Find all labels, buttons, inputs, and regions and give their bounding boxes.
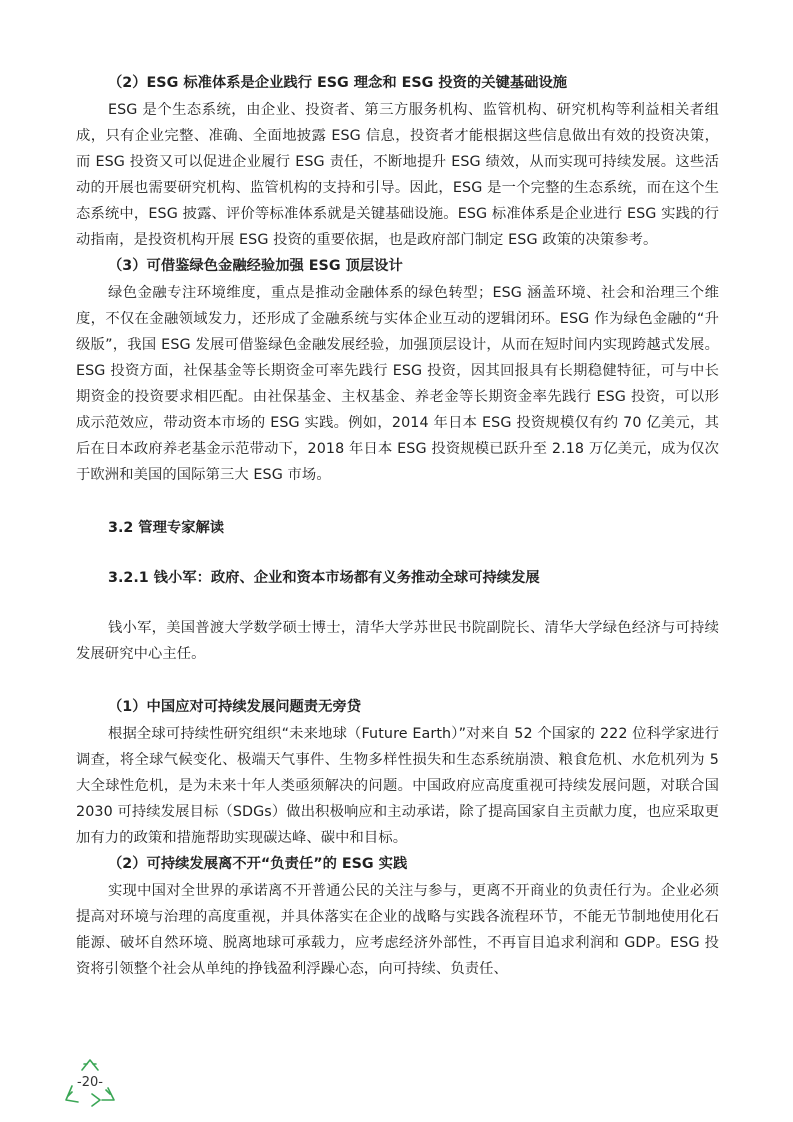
section-title-expert-interpretation: 3.2 管理专家解读	[108, 520, 225, 536]
paragraph-green-finance: 绿色金融专注环境维度，重点是推动金融体系的绿色转型；ESG 涵盖环境、社会和治理三个维度，不仅在金融领域发力，还形成了金融系统与实体企业互动的逻辑闭环。ESG 作为绿色金融的“升级版”，我国 ESG 发展可借鉴绿色金融发展经验，加强顶层设计，从而在短时间内实现跨越式发展。ESG 投资方面，社保基金等长期资金可率先践行 ESG 投资，因其回报具有长期稳健特征，可与中长期资金的投资要求相匹配。由社保基金、主权基金、养老金等长期资金率先践行 ESG 投资，可以形成示范效应，带动资本市场的 ESG 实践。例如，2014 年日本 ESG 投资规模仅有约 70 亿美元，其后在日本政府养老基金示范带动下，2018 年日本 ESG 投资规模已跃升至 2.18 万亿美元，成为仅次于欧洲和美国的国际第三大 ESG 市场。	[76, 285, 719, 483]
paragraph-responsible-business: 实现中国对全世界的承诺离不开普通公民的关注与参与，更离不开商业的负责任行为。企业必须提高对环境与治理的高度重视，并具体落实在企业的战略与实践各流程环节，不能无节制地使用化石能源、破坏自然环境、脱离地球可承载力，应考虑经济外部性，不再盲目追求利润和 GDP。ESG 投资将引领整个社会从单纯的挣钱盈利浮躁心态，向可持续、负责任、	[76, 883, 719, 977]
page-number: -20-	[77, 1075, 103, 1090]
paragraph-esg-ecosystem: ESG 是个生态系统，由企业、投资者、第三方服务机构、监管机构、研究机构等利益相关者组成，只有企业完整、准确、全面地披露 ESG 信息，投资者才能根据这些信息做出有效的投资决策，而 ESG 投资又可以促进企业履行 ESG 责任，不断地提升 ESG 绩效，从而实现可持续发展。这些活动的开展也需要研究机构、监管机构的支持和引导。因此，ESG 是一个完整的生态系统，而在这个生态系统中，ESG 披露、评价等标准体系就是关键基础设施。ESG 标准体系是企业进行 ESG 实践的行动指南，是投资机构开展 ESG 投资的重要依据，也是政府部门制定 ESG 政策的决策参考。	[76, 102, 719, 248]
subsection-heading-esg-standards: （2）ESG 标准体系是企业践行 ESG 理念和 ESG 投资的关键基础设施	[108, 75, 568, 91]
section-title-qian-xiaojun: 3.2.1 钱小军：政府、企业和资本市场都有义务推动全球可持续发展	[108, 570, 540, 586]
paragraph-future-earth: 根据全球可持续性研究组织“未来地球（Future Earth）”对来自 52 个国家的 222 位科学家进行调查，将全球气候变化、极端天气事件、生物多样性损失和生态系统崩溃、粮食危机、水危机列为 5 大全球性危机，是为未来十年人类亟须解决的问题。中国政府应高度重视可持续发展问题，对联合国 2030 可持续发展目标（SDGs）做出积极响应和主动承诺，除了提高国家自主贡献力度，也应采取更加有力的政策和措施帮助实现碳达峰、碳中和目标。	[76, 726, 719, 846]
page-footer	[62, 1056, 118, 1112]
subsection-heading-responsible-esg: （2）可持续发展离不开“负责任”的 ESG 实践	[108, 856, 408, 872]
subsection-heading-china-responsibility: （1）中国应对可持续发展问题责无旁贷	[108, 699, 361, 715]
paragraph-author-bio: 钱小军，美国普渡大学数学硕士博士，清华大学苏世民书院副院长、清华大学绿色经济与可持续发展研究中心主任。	[76, 620, 719, 662]
document-page	[76, 70, 719, 982]
subsection-heading-green-finance: （3）可借鉴绿色金融经验加强 ESG 顶层设计	[108, 258, 403, 274]
